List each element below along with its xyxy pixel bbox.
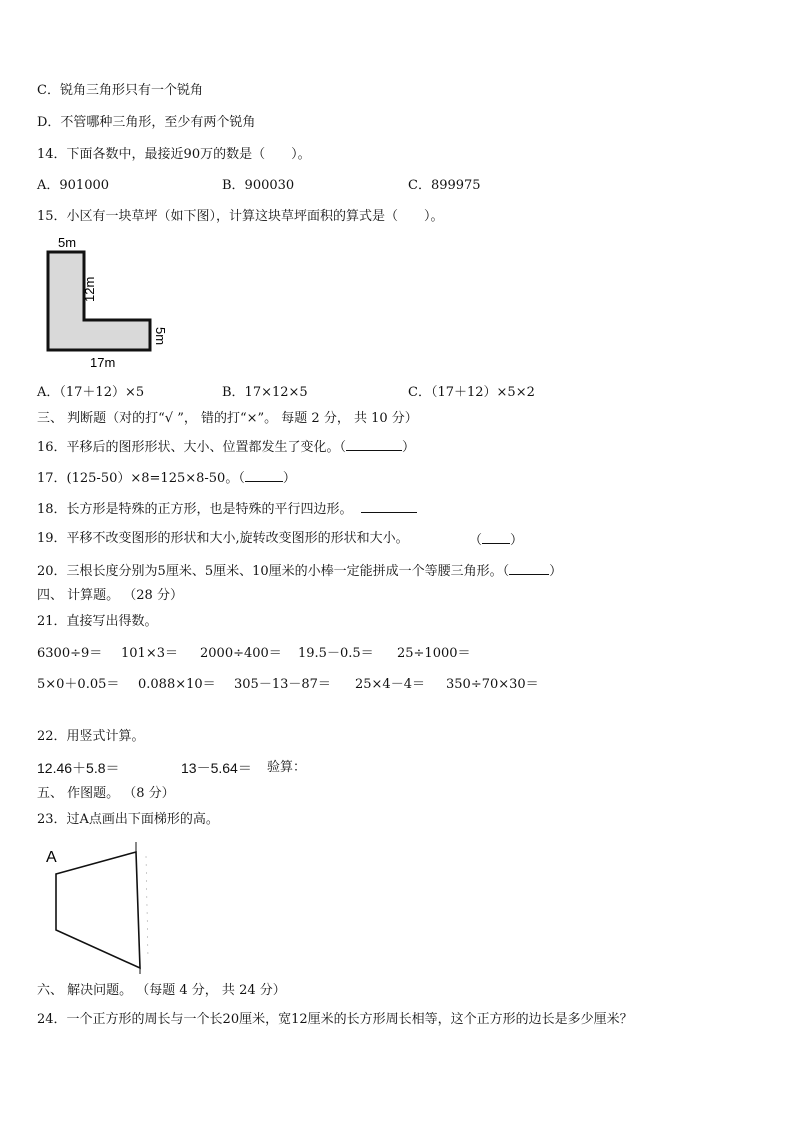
q19-close: ） bbox=[510, 533, 524, 548]
q14-question: 14．下面各数中，最接近90万的数是（ ）。 bbox=[37, 147, 311, 162]
q20-answer-blank[interactable] bbox=[509, 562, 549, 575]
q19-text: 19．平移不改变图形的形状和大小,旋转改变图形的形状和大小。 bbox=[37, 531, 409, 546]
check-label: 验算： bbox=[267, 760, 307, 775]
q13-option-d: D．不管哪种三角形，至少有两个锐角 bbox=[37, 115, 256, 130]
q24-question: 24．一个正方形的周长与一个长20厘米，宽12厘米的长方形周长相等，这个正方形的边长是多少厘米？ bbox=[37, 1012, 633, 1027]
section-5-heading: 五、 作图题。 （8 分） bbox=[37, 786, 175, 801]
lawn-figure bbox=[40, 232, 180, 372]
section-4-heading: 四、 计算题。 （28 分） bbox=[37, 588, 183, 603]
q16-answer-blank[interactable] bbox=[346, 438, 402, 451]
q20-text: 20．三根长度分别为5厘米、5厘米、10厘米的小棒一定能拼成一个等腰三角形。（ bbox=[37, 564, 510, 579]
vertical-calc-2: 13－5.64＝ bbox=[181, 760, 252, 776]
q13-option-c: C．锐角三角形只有一个锐角 bbox=[37, 83, 203, 98]
vertical-calc-1: 12.46＋5.8＝ bbox=[37, 760, 120, 776]
q17-text: 17．(125-50）×8=125×8-50。（ bbox=[37, 471, 245, 486]
label-right-12m: 12m bbox=[82, 276, 97, 302]
q18-text: 18．长方形是特殊的正方形，也是特殊的平行四边形。 bbox=[37, 502, 353, 517]
calc-item: 5×0＋0.05＝ bbox=[37, 677, 120, 692]
q15-option-a: A．（17＋12）×5 bbox=[37, 385, 145, 400]
q18-question bbox=[37, 500, 417, 518]
label-bottom-17m: 17m bbox=[90, 355, 116, 370]
calc-item: 25÷1000＝ bbox=[397, 646, 471, 661]
calc-item: 2000÷400＝ bbox=[200, 646, 282, 661]
q21-question: 21．直接写出得数。 bbox=[37, 614, 158, 629]
calc-item: 19.5－0.5＝ bbox=[298, 646, 374, 661]
q23-question: 23．过A点画出下面梯形的高。 bbox=[37, 812, 219, 827]
q14-option-c: C．899975 bbox=[408, 178, 481, 193]
section-3-heading: 三、 判断题（对的打“√ ”， 错的打“×”。 每题 2 分， 共 10 分） bbox=[37, 411, 418, 426]
q14-option-b: B．900030 bbox=[222, 178, 295, 193]
q15-question: 15．小区有一块草坪（如下图），计算这块草坪面积的算式是（ ）。 bbox=[37, 209, 444, 224]
trapezoid-shape bbox=[56, 852, 140, 968]
q17-answer-blank[interactable] bbox=[245, 469, 283, 482]
q19-open: （ bbox=[469, 533, 483, 548]
calc-item: 101×3＝ bbox=[121, 646, 178, 661]
q16-question bbox=[37, 438, 415, 456]
trapezoid-figure bbox=[40, 838, 160, 978]
calc-item: 6300÷9＝ bbox=[37, 646, 103, 661]
q19-question bbox=[37, 531, 409, 547]
label-right-5m: 5m bbox=[153, 327, 168, 346]
q15-option-b: B．17×12×5 bbox=[222, 385, 308, 400]
calc-item: 0.088×10＝ bbox=[138, 677, 216, 692]
q17-question bbox=[37, 469, 296, 487]
section-6-heading: 六、 解决问题。 （每题 4 分， 共 24 分） bbox=[37, 983, 286, 998]
q17-close: ） bbox=[282, 471, 296, 486]
q14-option-a: A．901000 bbox=[37, 178, 110, 193]
label-top-5m: 5m bbox=[58, 235, 77, 250]
q19-answer bbox=[469, 531, 523, 549]
q20-question bbox=[37, 562, 562, 580]
q20-close: ） bbox=[549, 564, 563, 579]
q16-text: 16．平移后的图形形状、大小、位置都发生了变化。（ bbox=[37, 440, 347, 455]
q18-answer-blank[interactable] bbox=[361, 500, 417, 513]
q22-question: 22．用竖式计算。 bbox=[37, 729, 145, 744]
lawn-shape bbox=[48, 252, 150, 350]
calc-item: 305－13－87＝ bbox=[234, 677, 331, 692]
q16-close: ） bbox=[402, 440, 416, 455]
calc-item: 350÷70×30＝ bbox=[446, 677, 539, 692]
point-a-label: A bbox=[46, 849, 57, 866]
q19-answer-blank[interactable] bbox=[482, 531, 510, 544]
calc-item: 25×4－4＝ bbox=[355, 677, 425, 692]
q15-option-c: C．（17＋12）×5×2 bbox=[408, 385, 535, 400]
